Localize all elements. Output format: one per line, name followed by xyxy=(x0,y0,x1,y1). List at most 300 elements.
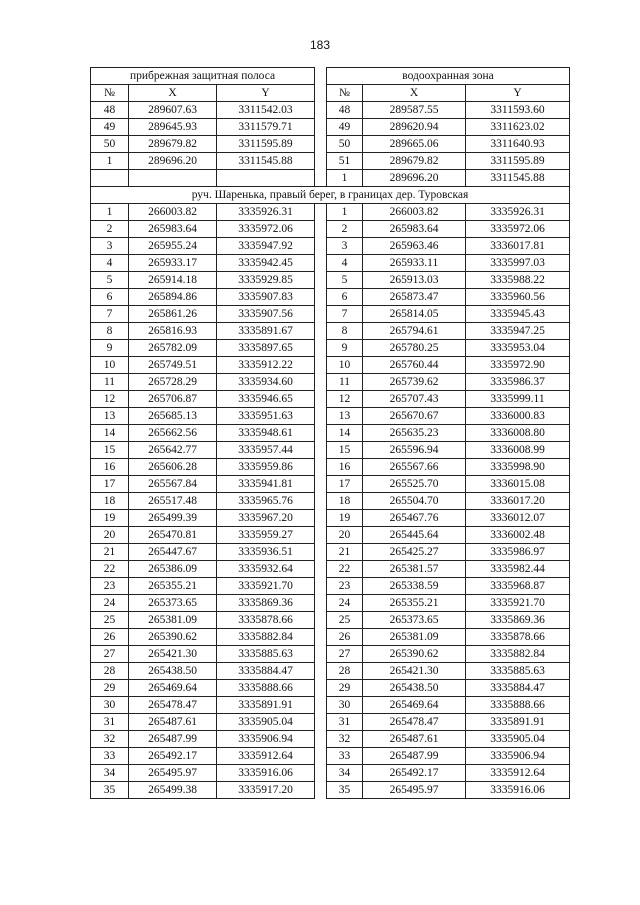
left-y-cell: 3335891.91 xyxy=(217,697,315,714)
right-y-cell: 3335926.31 xyxy=(466,204,570,221)
left-y-cell: 3335888.66 xyxy=(217,680,315,697)
table-row xyxy=(91,680,570,697)
right-num-cell: 33 xyxy=(327,748,363,765)
table-row xyxy=(91,170,570,187)
left-num-cell: 4 xyxy=(91,255,129,272)
column-gap xyxy=(315,544,327,561)
right-y-cell: 3335888.66 xyxy=(466,697,570,714)
right-y-cell: 3335947.25 xyxy=(466,323,570,340)
left-x-cell: 265499.38 xyxy=(129,782,217,799)
table-row xyxy=(91,425,570,442)
left-y-cell: 3335912.22 xyxy=(217,357,315,374)
left-y-cell: 3335942.45 xyxy=(217,255,315,272)
left-x-cell: 266003.82 xyxy=(129,204,217,221)
right-y-cell: 3335882.84 xyxy=(466,646,570,663)
left-y-cell: 3335882.84 xyxy=(217,629,315,646)
right-num-cell: 34 xyxy=(327,765,363,782)
table-row xyxy=(91,357,570,374)
left-x-cell: 265662.56 xyxy=(129,425,217,442)
left-y-cell: 3335967.20 xyxy=(217,510,315,527)
column-gap xyxy=(315,578,327,595)
right-header-num: № xyxy=(327,85,363,102)
left-x-cell: 265642.77 xyxy=(129,442,217,459)
right-x-cell: 265445.64 xyxy=(363,527,466,544)
column-gap xyxy=(315,493,327,510)
coordinates-table xyxy=(90,67,570,799)
right-y-cell: 3335999.11 xyxy=(466,391,570,408)
right-num-cell: 7 xyxy=(327,306,363,323)
table-row xyxy=(91,782,570,799)
left-header-y: Y xyxy=(217,85,315,102)
left-num-cell: 50 xyxy=(91,136,129,153)
column-gap xyxy=(315,221,327,238)
right-y-cell: 3335891.91 xyxy=(466,714,570,731)
right-y-cell: 3335921.70 xyxy=(466,595,570,612)
column-gap xyxy=(315,374,327,391)
column-gap xyxy=(315,408,327,425)
right-num-cell: 32 xyxy=(327,731,363,748)
column-gap xyxy=(315,442,327,459)
column-gap xyxy=(315,289,327,306)
right-x-cell: 265504.70 xyxy=(363,493,466,510)
left-y-cell: 3335951.63 xyxy=(217,408,315,425)
right-num-cell: 2 xyxy=(327,221,363,238)
right-y-cell: 3335912.64 xyxy=(466,765,570,782)
left-y-cell: 3335941.81 xyxy=(217,476,315,493)
table-row xyxy=(91,578,570,595)
left-x-cell: 289679.82 xyxy=(129,136,217,153)
left-num-cell: 33 xyxy=(91,748,129,765)
left-y-cell: 3335947.92 xyxy=(217,238,315,255)
left-x-cell: 265749.51 xyxy=(129,357,217,374)
left-x-cell xyxy=(129,170,217,187)
right-x-cell: 289665.06 xyxy=(363,136,466,153)
right-x-cell: 265338.59 xyxy=(363,578,466,595)
left-num-cell: 29 xyxy=(91,680,129,697)
left-block-title: прибрежная защитная полоса xyxy=(91,68,315,85)
page-number: 183 xyxy=(309,38,331,52)
right-num-cell: 12 xyxy=(327,391,363,408)
table-row xyxy=(91,765,570,782)
left-num-cell xyxy=(91,170,129,187)
right-y-cell: 3335986.37 xyxy=(466,374,570,391)
right-y-cell: 3335878.66 xyxy=(466,629,570,646)
left-x-cell: 265447.67 xyxy=(129,544,217,561)
column-gap xyxy=(315,85,327,102)
left-num-cell: 28 xyxy=(91,663,129,680)
left-y-cell: 3335912.64 xyxy=(217,748,315,765)
right-x-cell: 289679.82 xyxy=(363,153,466,170)
left-num-cell: 32 xyxy=(91,731,129,748)
left-num-cell: 1 xyxy=(91,204,129,221)
right-x-cell: 289696.20 xyxy=(363,170,466,187)
table-row xyxy=(91,238,570,255)
right-num-cell: 49 xyxy=(327,119,363,136)
left-y-cell: 3335972.06 xyxy=(217,221,315,238)
table-row xyxy=(91,442,570,459)
right-header-x: X xyxy=(363,85,466,102)
header-row xyxy=(91,85,570,102)
right-x-cell: 265873.47 xyxy=(363,289,466,306)
right-y-cell: 3335906.94 xyxy=(466,748,570,765)
right-num-cell: 6 xyxy=(327,289,363,306)
left-y-cell: 3335959.27 xyxy=(217,527,315,544)
right-num-cell: 19 xyxy=(327,510,363,527)
column-gap xyxy=(315,357,327,374)
left-num-cell: 7 xyxy=(91,306,129,323)
left-x-cell: 265421.30 xyxy=(129,646,217,663)
left-num-cell: 17 xyxy=(91,476,129,493)
table-row xyxy=(91,629,570,646)
left-x-cell: 265499.39 xyxy=(129,510,217,527)
left-y-cell: 3335869.36 xyxy=(217,595,315,612)
column-gap xyxy=(315,459,327,476)
right-x-cell: 265438.50 xyxy=(363,680,466,697)
left-num-cell: 23 xyxy=(91,578,129,595)
left-y-cell: 3311579.71 xyxy=(217,119,315,136)
left-num-cell: 31 xyxy=(91,714,129,731)
left-y-cell: 3335934.60 xyxy=(217,374,315,391)
right-x-cell: 289620.94 xyxy=(363,119,466,136)
left-num-cell: 24 xyxy=(91,595,129,612)
left-num-cell: 9 xyxy=(91,340,129,357)
right-y-cell: 3335905.04 xyxy=(466,731,570,748)
right-x-cell: 265983.64 xyxy=(363,221,466,238)
right-y-cell: 3311593.60 xyxy=(466,102,570,119)
section-row xyxy=(91,187,570,204)
column-gap xyxy=(315,510,327,527)
left-num-cell: 20 xyxy=(91,527,129,544)
right-y-cell: 3335982.44 xyxy=(466,561,570,578)
right-num-cell: 23 xyxy=(327,578,363,595)
column-gap xyxy=(315,238,327,255)
right-x-cell: 266003.82 xyxy=(363,204,466,221)
column-gap xyxy=(315,170,327,187)
right-num-cell: 31 xyxy=(327,714,363,731)
left-x-cell: 265567.84 xyxy=(129,476,217,493)
table-row xyxy=(91,374,570,391)
right-x-cell: 265390.62 xyxy=(363,646,466,663)
column-gap xyxy=(315,476,327,493)
right-num-cell: 48 xyxy=(327,102,363,119)
column-gap xyxy=(315,425,327,442)
right-y-cell: 3335986.97 xyxy=(466,544,570,561)
left-x-cell: 289696.20 xyxy=(129,153,217,170)
right-x-cell: 265355.21 xyxy=(363,595,466,612)
right-y-cell: 3335869.36 xyxy=(466,612,570,629)
right-num-cell: 11 xyxy=(327,374,363,391)
right-x-cell: 265794.61 xyxy=(363,323,466,340)
left-header-x: X xyxy=(129,85,217,102)
right-num-cell: 4 xyxy=(327,255,363,272)
left-x-cell: 265373.65 xyxy=(129,595,217,612)
left-x-cell: 265495.97 xyxy=(129,765,217,782)
left-x-cell: 289645.93 xyxy=(129,119,217,136)
table-row xyxy=(91,221,570,238)
left-y-cell: 3335878.66 xyxy=(217,612,315,629)
right-num-cell: 8 xyxy=(327,323,363,340)
left-y-cell: 3335907.56 xyxy=(217,306,315,323)
table-row xyxy=(91,714,570,731)
right-y-cell: 3335916.06 xyxy=(466,782,570,799)
column-gap xyxy=(315,697,327,714)
right-x-cell: 265635.23 xyxy=(363,425,466,442)
right-y-cell: 3335884.47 xyxy=(466,680,570,697)
column-gap xyxy=(315,612,327,629)
left-y-cell: 3335932.64 xyxy=(217,561,315,578)
left-num-cell: 12 xyxy=(91,391,129,408)
left-y-cell: 3335907.83 xyxy=(217,289,315,306)
column-gap xyxy=(315,629,327,646)
left-num-cell: 3 xyxy=(91,238,129,255)
left-x-cell: 265487.99 xyxy=(129,731,217,748)
column-gap xyxy=(315,255,327,272)
column-gap xyxy=(315,136,327,153)
column-gap xyxy=(315,204,327,221)
right-x-cell: 265596.94 xyxy=(363,442,466,459)
left-num-cell: 30 xyxy=(91,697,129,714)
table-row xyxy=(91,459,570,476)
left-num-cell: 15 xyxy=(91,442,129,459)
table-row xyxy=(91,493,570,510)
right-x-cell: 265963.46 xyxy=(363,238,466,255)
left-num-cell: 11 xyxy=(91,374,129,391)
table-row xyxy=(91,289,570,306)
right-x-cell: 265567.66 xyxy=(363,459,466,476)
left-num-cell: 49 xyxy=(91,119,129,136)
left-y-cell: 3335959.86 xyxy=(217,459,315,476)
right-x-cell: 289587.55 xyxy=(363,102,466,119)
right-x-cell: 265467.76 xyxy=(363,510,466,527)
right-num-cell: 20 xyxy=(327,527,363,544)
table-row xyxy=(91,697,570,714)
left-num-cell: 10 xyxy=(91,357,129,374)
right-num-cell: 35 xyxy=(327,782,363,799)
table-row xyxy=(91,663,570,680)
right-x-cell: 265933.11 xyxy=(363,255,466,272)
right-x-cell: 265814.05 xyxy=(363,306,466,323)
left-x-cell: 265782.09 xyxy=(129,340,217,357)
right-y-cell: 3335960.56 xyxy=(466,289,570,306)
right-y-cell: 3336017.20 xyxy=(466,493,570,510)
left-y-cell: 3335891.67 xyxy=(217,323,315,340)
left-y-cell: 3335929.85 xyxy=(217,272,315,289)
left-y-cell: 3311545.88 xyxy=(217,153,315,170)
right-y-cell: 3311623.02 xyxy=(466,119,570,136)
right-num-cell: 25 xyxy=(327,612,363,629)
left-y-cell: 3335926.31 xyxy=(217,204,315,221)
table-row xyxy=(91,255,570,272)
column-gap xyxy=(315,561,327,578)
left-num-cell: 18 xyxy=(91,493,129,510)
left-y-cell: 3311542.03 xyxy=(217,102,315,119)
right-x-cell: 265469.64 xyxy=(363,697,466,714)
right-num-cell: 29 xyxy=(327,680,363,697)
right-num-cell: 21 xyxy=(327,544,363,561)
right-x-cell: 265780.25 xyxy=(363,340,466,357)
table-row xyxy=(91,391,570,408)
table-row xyxy=(91,119,570,136)
table-row xyxy=(91,476,570,493)
right-num-cell: 1 xyxy=(327,170,363,187)
left-x-cell: 265933.17 xyxy=(129,255,217,272)
right-x-cell: 265739.62 xyxy=(363,374,466,391)
table-row xyxy=(91,595,570,612)
left-num-cell: 35 xyxy=(91,782,129,799)
table-row xyxy=(91,510,570,527)
right-num-cell: 27 xyxy=(327,646,363,663)
right-y-cell: 3335953.04 xyxy=(466,340,570,357)
left-y-cell: 3335916.06 xyxy=(217,765,315,782)
right-x-cell: 265913.03 xyxy=(363,272,466,289)
left-num-cell: 16 xyxy=(91,459,129,476)
left-x-cell: 265478.47 xyxy=(129,697,217,714)
left-x-cell: 265861.26 xyxy=(129,306,217,323)
left-x-cell: 265816.93 xyxy=(129,323,217,340)
column-gap xyxy=(315,391,327,408)
left-num-cell: 6 xyxy=(91,289,129,306)
left-x-cell: 265381.09 xyxy=(129,612,217,629)
column-gap xyxy=(315,663,327,680)
right-num-cell: 50 xyxy=(327,136,363,153)
left-x-cell: 265470.81 xyxy=(129,527,217,544)
left-x-cell: 265469.64 xyxy=(129,680,217,697)
left-y-cell xyxy=(217,170,315,187)
right-x-cell: 265525.70 xyxy=(363,476,466,493)
left-num-cell: 27 xyxy=(91,646,129,663)
column-gap xyxy=(315,680,327,697)
right-y-cell: 3335972.90 xyxy=(466,357,570,374)
column-gap xyxy=(315,153,327,170)
right-x-cell: 265760.44 xyxy=(363,357,466,374)
left-x-cell: 265894.86 xyxy=(129,289,217,306)
left-y-cell: 3335905.04 xyxy=(217,714,315,731)
right-num-cell: 24 xyxy=(327,595,363,612)
right-x-cell: 265381.09 xyxy=(363,629,466,646)
right-num-cell: 30 xyxy=(327,697,363,714)
right-num-cell: 22 xyxy=(327,561,363,578)
left-x-cell: 265517.48 xyxy=(129,493,217,510)
table-row xyxy=(91,306,570,323)
left-x-cell: 265606.28 xyxy=(129,459,217,476)
column-gap xyxy=(315,68,327,85)
right-num-cell: 9 xyxy=(327,340,363,357)
left-x-cell: 265487.61 xyxy=(129,714,217,731)
left-y-cell: 3335936.51 xyxy=(217,544,315,561)
left-x-cell: 265685.13 xyxy=(129,408,217,425)
left-header-num: № xyxy=(91,85,129,102)
right-y-cell: 3336000.83 xyxy=(466,408,570,425)
right-x-cell: 265487.61 xyxy=(363,731,466,748)
left-x-cell: 289607.63 xyxy=(129,102,217,119)
right-x-cell: 265707.43 xyxy=(363,391,466,408)
table-row xyxy=(91,731,570,748)
left-num-cell: 8 xyxy=(91,323,129,340)
table-row xyxy=(91,408,570,425)
left-x-cell: 265728.29 xyxy=(129,374,217,391)
table-row xyxy=(91,153,570,170)
table-row xyxy=(91,340,570,357)
column-gap xyxy=(315,714,327,731)
left-num-cell: 5 xyxy=(91,272,129,289)
left-x-cell: 265390.62 xyxy=(129,629,217,646)
column-gap xyxy=(315,102,327,119)
column-gap xyxy=(315,306,327,323)
left-y-cell: 3335921.70 xyxy=(217,578,315,595)
right-num-cell: 14 xyxy=(327,425,363,442)
table-row xyxy=(91,272,570,289)
column-gap xyxy=(315,340,327,357)
table-row xyxy=(91,204,570,221)
right-block-title: водоохранная зона xyxy=(327,68,570,85)
right-y-cell: 3335998.90 xyxy=(466,459,570,476)
right-y-cell: 3335945.43 xyxy=(466,306,570,323)
right-num-cell: 16 xyxy=(327,459,363,476)
right-x-cell: 265487.99 xyxy=(363,748,466,765)
right-y-cell: 3335988.22 xyxy=(466,272,570,289)
right-num-cell: 5 xyxy=(327,272,363,289)
right-num-cell: 1 xyxy=(327,204,363,221)
right-y-cell: 3336012.07 xyxy=(466,510,570,527)
column-gap xyxy=(315,731,327,748)
left-y-cell: 3335884.47 xyxy=(217,663,315,680)
right-y-cell: 3335972.06 xyxy=(466,221,570,238)
left-y-cell: 3335917.20 xyxy=(217,782,315,799)
right-x-cell: 265421.30 xyxy=(363,663,466,680)
right-y-cell: 3311595.89 xyxy=(466,153,570,170)
right-x-cell: 265478.47 xyxy=(363,714,466,731)
column-gap xyxy=(315,748,327,765)
table-row xyxy=(91,544,570,561)
left-num-cell: 13 xyxy=(91,408,129,425)
table-row xyxy=(91,561,570,578)
left-y-cell: 3335946.65 xyxy=(217,391,315,408)
right-num-cell: 26 xyxy=(327,629,363,646)
column-gap xyxy=(315,527,327,544)
column-gap xyxy=(315,646,327,663)
right-y-cell: 3336008.80 xyxy=(466,425,570,442)
table-row xyxy=(91,102,570,119)
left-num-cell: 25 xyxy=(91,612,129,629)
right-num-cell: 51 xyxy=(327,153,363,170)
right-y-cell: 3336017.81 xyxy=(466,238,570,255)
left-num-cell: 19 xyxy=(91,510,129,527)
right-num-cell: 15 xyxy=(327,442,363,459)
left-num-cell: 14 xyxy=(91,425,129,442)
left-x-cell: 265983.64 xyxy=(129,221,217,238)
right-num-cell: 13 xyxy=(327,408,363,425)
column-gap xyxy=(315,119,327,136)
column-gap xyxy=(315,272,327,289)
right-y-cell: 3335968.87 xyxy=(466,578,570,595)
section-title: руч. Шаренька, правый берег, в границах дер. Туровская xyxy=(91,187,570,204)
left-num-cell: 48 xyxy=(91,102,129,119)
left-num-cell: 2 xyxy=(91,221,129,238)
table-row xyxy=(91,323,570,340)
block-titles-row xyxy=(91,68,570,85)
left-num-cell: 22 xyxy=(91,561,129,578)
left-y-cell: 3335885.63 xyxy=(217,646,315,663)
column-gap xyxy=(315,782,327,799)
left-x-cell: 265706.87 xyxy=(129,391,217,408)
left-x-cell: 265955.24 xyxy=(129,238,217,255)
column-gap xyxy=(315,595,327,612)
right-num-cell: 28 xyxy=(327,663,363,680)
right-num-cell: 18 xyxy=(327,493,363,510)
left-y-cell: 3335897.65 xyxy=(217,340,315,357)
table-row xyxy=(91,612,570,629)
left-x-cell: 265438.50 xyxy=(129,663,217,680)
